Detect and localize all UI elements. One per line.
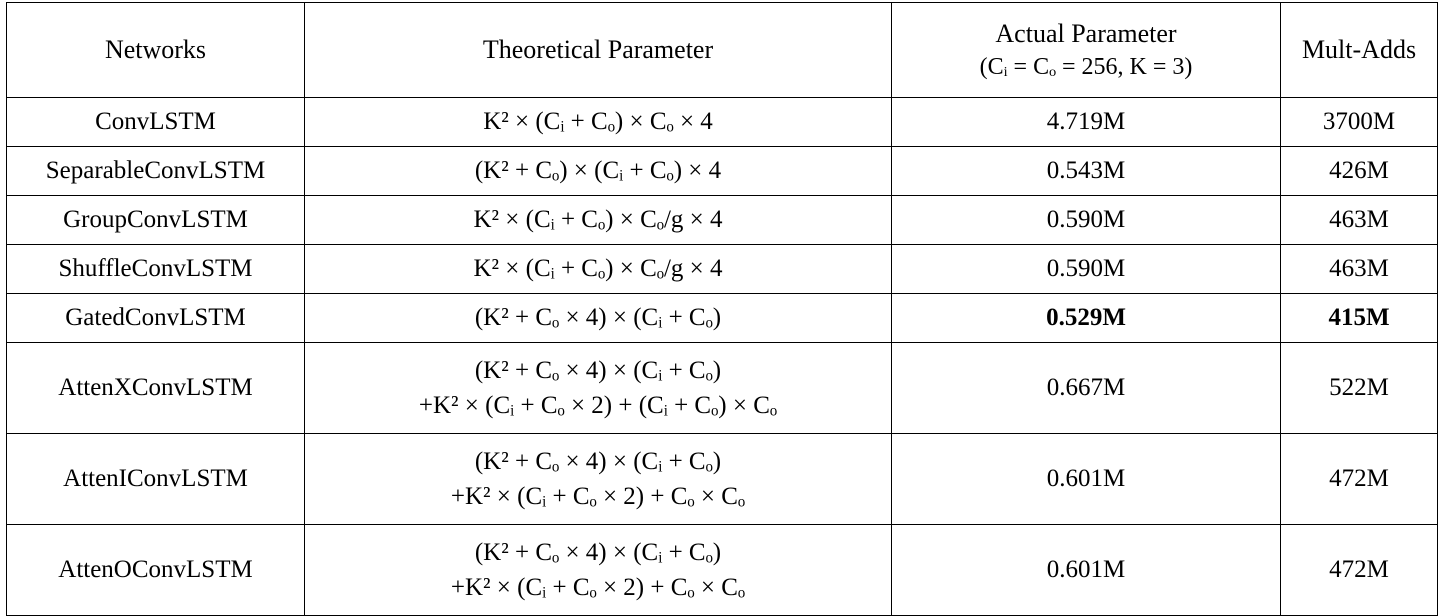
cell-actual-parameter: 0.601M [892,434,1281,525]
cell-network-name: ShuffleConvLSTM [7,245,305,294]
table-row [7,294,1438,343]
cell-mult-adds: 463M [1281,196,1438,245]
formula-line: +K² × (Cᵢ + Cₒ × 2) + (Cᵢ + Cₒ) × Cₒ [418,392,778,419]
cell-mult-adds: 426M [1281,147,1438,196]
column-header-theoretical-parameter: Theoretical Parameter [305,3,892,98]
cell-network-name: GroupConvLSTM [7,196,305,245]
formula-line: (K² + Cₒ × 4) × (Cᵢ + Cₒ) [474,356,722,384]
cell-network-name: SeparableConvLSTM [7,147,305,196]
cell-mult-adds [1281,294,1438,343]
formula-line: (K² + Cₒ × 4) × (Cᵢ + Cₒ) [474,304,722,332]
table-row [7,147,1438,196]
formula-line: K² × (Cᵢ + Cₒ) × Cₒ × 4 [483,108,713,136]
table-body [7,98,1438,616]
cell-actual-parameter: 0.590M [892,245,1281,294]
cell-network-name: AttenXConvLSTM [7,343,305,434]
table-header [7,3,1438,98]
cell-network-name: ConvLSTM [7,98,305,147]
actual-parameter-conditions: (Cᵢ = Cₒ = 256, K = 3) [979,54,1193,81]
table-row [7,343,1438,434]
cell-mult-adds: 3700M [1281,98,1438,147]
cell-actual-parameter: 0.667M [892,343,1281,434]
actual-parameter-value: 0.529M [1046,304,1126,331]
table-row [7,434,1438,525]
cell-actual-parameter: 4.719M [892,98,1281,147]
cell-actual-parameter: 0.590M [892,196,1281,245]
cell-network-name: AttenOConvLSTM [7,525,305,616]
cell-theoretical-parameter [305,343,892,434]
table-row [7,98,1438,147]
formula-line: +K² × (Cᵢ + Cₒ × 2) + Cₒ × Cₒ [450,483,746,510]
cell-theoretical-parameter [305,196,892,245]
cell-theoretical-parameter [305,525,892,616]
formula-line: +K² × (Cᵢ + Cₒ × 2) + Cₒ × Cₒ [450,574,746,601]
table-row [7,196,1438,245]
formula-line: (K² + Cₒ × 4) × (Cᵢ + Cₒ) [474,538,722,566]
cell-mult-adds: 463M [1281,245,1438,294]
formula-line: (K² + Cₒ) × (Cᵢ + Cₒ) × 4 [474,157,722,185]
cell-mult-adds: 472M [1281,434,1438,525]
formula-line: (K² + Cₒ × 4) × (Cᵢ + Cₒ) [474,447,722,475]
actual-parameter-title: Actual Parameter [995,19,1177,48]
column-header-networks: Networks [7,3,305,98]
column-header-actual-parameter [892,3,1281,98]
cell-theoretical-parameter [305,147,892,196]
cell-network-name: GatedConvLSTM [7,294,305,343]
cell-mult-adds: 522M [1281,343,1438,434]
cell-actual-parameter: 0.601M [892,525,1281,616]
cell-theoretical-parameter [305,294,892,343]
cell-theoretical-parameter [305,98,892,147]
cell-theoretical-parameter [305,434,892,525]
cell-network-name: AttenIConvLSTM [7,434,305,525]
formula-line: K² × (Cᵢ + Cₒ) × Cₒ/g × 4 [473,206,723,234]
cell-actual-parameter [892,294,1281,343]
cell-mult-adds: 472M [1281,525,1438,616]
header-row [7,3,1438,98]
column-header-mult-adds: Mult-Adds [1281,3,1438,98]
table [6,2,1438,616]
cell-theoretical-parameter [305,245,892,294]
formula-line: K² × (Cᵢ + Cₒ) × Cₒ/g × 4 [473,255,723,283]
mult-adds-value: 415M [1328,304,1390,331]
table-row [7,245,1438,294]
cell-actual-parameter: 0.543M [892,147,1281,196]
table-row [7,525,1438,616]
parameter-comparison-table [0,2,1443,601]
